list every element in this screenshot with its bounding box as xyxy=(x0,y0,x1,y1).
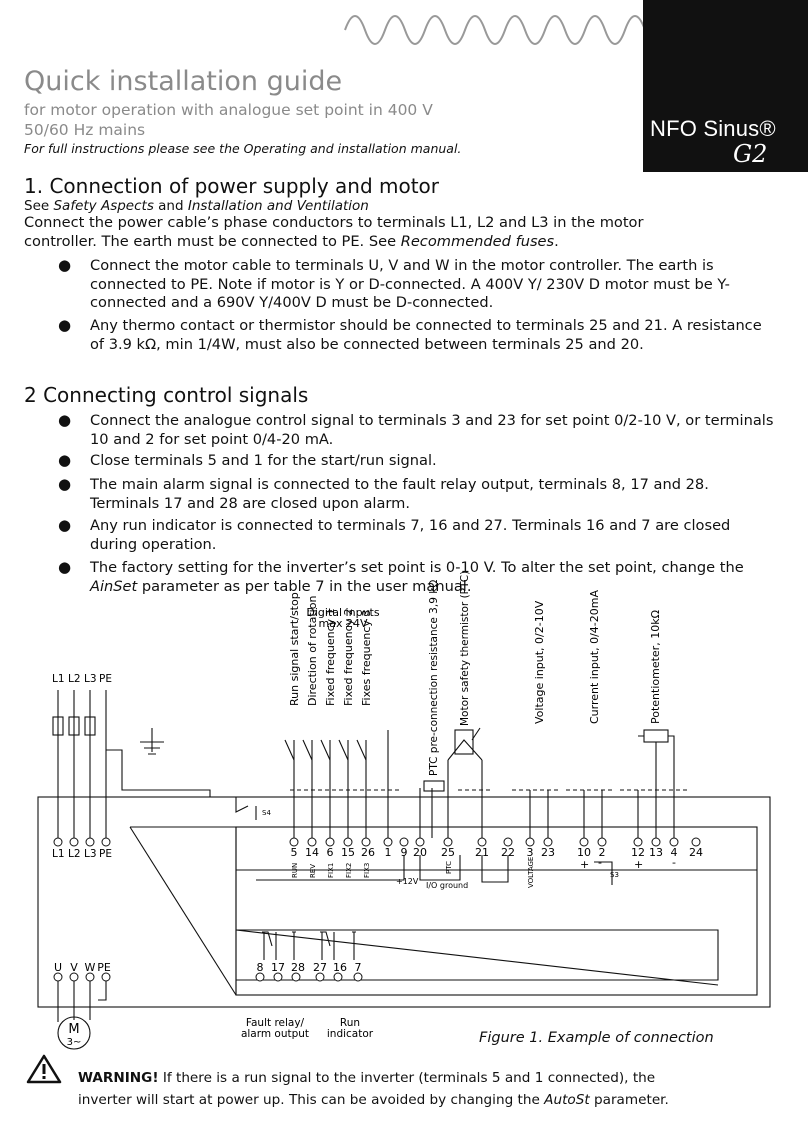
terminal-21: 21 xyxy=(475,846,489,859)
label-fixed-freq-2: Fixed frequency 2 xyxy=(342,608,355,706)
section1-bullet-2: Any thermo contact or thermistor should be connected to terminals 25 and 21. A resistance of 3.9 kΩ, min 1/4W, must also be connected between terminals 25 and 20. xyxy=(90,317,762,353)
terminal-16: 16 xyxy=(333,961,347,974)
tag-run: RUN xyxy=(291,862,299,878)
supply-L3: L3 xyxy=(84,673,97,685)
tag-fix3: FIX3 xyxy=(363,862,371,878)
terminal-12: 12 xyxy=(631,846,645,859)
motor-symbol: M xyxy=(68,1022,80,1037)
fault-relay-label-1: Fault relay/ xyxy=(245,1017,305,1029)
terminal-8: 8 xyxy=(256,961,264,974)
section2-bullet-3: The main alarm signal is connected to the fault relay output, terminals 8, 17 and 28. Terminals 17 and 28 are closed upon alarm. xyxy=(90,476,709,512)
terminal-28: 28 xyxy=(291,961,305,974)
terminal-13: 13 xyxy=(649,846,663,859)
run-indicator-label-2: indicator xyxy=(326,1028,374,1040)
section1-heading: 1. Connection of power supply and motor xyxy=(24,174,440,198)
terminal-26: 26 xyxy=(361,846,375,859)
tag-voltage: VOLTAGE xyxy=(527,856,535,888)
figure-caption: Figure 1. Example of connection xyxy=(479,1030,714,1046)
terminal-L2: L2 xyxy=(68,848,81,860)
terminal-PE: PE xyxy=(99,848,112,860)
label-motor-thermistor: Motor safety thermistor (PTC) xyxy=(459,570,471,726)
terminal-9: 9 xyxy=(400,846,408,859)
terminal-24: 24 xyxy=(689,846,703,859)
terminal-U: U xyxy=(53,961,63,974)
section1-para-line1: Connect the power cable’s phase conductors to terminals L1, L2 and L3 in the motor xyxy=(24,214,644,231)
terminal-15: 15 xyxy=(341,846,355,859)
bullet-dot: ● xyxy=(58,558,72,576)
terminal-10: 10 xyxy=(577,846,591,859)
bullet-dot: ● xyxy=(58,316,72,334)
page-title: Quick installation guide xyxy=(24,66,343,97)
supply-L2: L2 xyxy=(68,673,81,685)
warning-line-1: WARNING! If there is a run signal to the inverter (terminals 5 and 1 connected), the xyxy=(78,1070,656,1086)
run-indicator-label-1: Run xyxy=(339,1017,361,1029)
bullet-dot: ● xyxy=(58,516,72,534)
supply-L1: L1 xyxy=(52,673,65,685)
section2-bullet-4: Any run indicator is connected to terminals 7, 16 and 27. Terminals 16 and 7 are closed during operation. xyxy=(90,517,731,553)
plus-sign: + xyxy=(634,858,644,871)
terminal-20: 20 xyxy=(413,846,427,859)
fault-relay-label-2: alarm output xyxy=(240,1028,310,1040)
terminal-motor-PE: PE xyxy=(97,961,111,974)
minus-sign: - xyxy=(672,856,676,869)
terminal-7: 7 xyxy=(354,961,362,974)
brand-model: G2 xyxy=(733,140,768,168)
tag-fix1: FIX1 xyxy=(327,862,335,878)
terminal-2: 2 xyxy=(598,846,606,859)
section2-bullet-1: Connect the analogue control signal to terminals 3 and 23 for set point 0/2-10 V, or terminals 10 and 2 for set point 0/4-20 mA. xyxy=(90,412,774,448)
section2-heading: 2 Connecting control signals xyxy=(24,383,309,407)
digital-inputs-label-1: Digital inputs xyxy=(306,606,380,619)
minus-sign: - xyxy=(598,856,602,869)
warning-icon xyxy=(26,1054,62,1084)
section1-para-line2: controller. The earth must be connected to PE. See Recommended fuses. xyxy=(24,233,559,250)
terminal-27: 27 xyxy=(313,961,327,974)
brand-name: NFO Sinus® xyxy=(650,116,776,141)
terminal-L1: L1 xyxy=(52,848,65,860)
brand-logo-box xyxy=(643,0,808,172)
warning-line-2: inverter will start at power up. This can be avoided by changing the AutoSt parameter. xyxy=(78,1092,669,1108)
supply-12v: +12V xyxy=(396,877,419,886)
switch-s4: S4 xyxy=(262,809,271,817)
section2-bullet-2: Close terminals 5 and 1 for the start/run signal. xyxy=(90,452,437,469)
terminal-4: 4 xyxy=(670,846,678,859)
switch-s3: S3 xyxy=(610,871,619,879)
bullet-dot: ● xyxy=(58,451,72,469)
page-subtitle-1: for motor operation with analogue set point in 400 V xyxy=(24,101,433,119)
section1-see-refs: See Safety Aspects and Installation and Ventilation xyxy=(24,198,369,214)
plus-sign: + xyxy=(580,858,590,871)
terminal-22: 22 xyxy=(501,846,515,859)
supply-PE: PE xyxy=(99,673,112,685)
terminal-14: 14 xyxy=(305,846,319,859)
label-potentiometer: Potentiometer, 10kΩ xyxy=(649,610,662,724)
bullet-dot: ● xyxy=(58,256,72,274)
tag-fix2: FIX2 xyxy=(345,862,353,878)
tag-ptc: PTC xyxy=(445,861,453,874)
label-fixed-freq-3: Fixes frequency 3 xyxy=(360,609,373,706)
sine-wave-graphic xyxy=(345,2,645,62)
tag-rev: REV xyxy=(309,863,317,878)
bullet-dot: ● xyxy=(58,411,72,429)
terminal-3: 3 xyxy=(526,846,534,859)
label-ptc-resistance: PTC pre-connection resistance 3,9 kΩ xyxy=(428,579,440,776)
terminal-W: W xyxy=(84,961,96,974)
terminal-5: 5 xyxy=(290,846,298,859)
terminal-6: 6 xyxy=(326,846,334,859)
bullet-dot: ● xyxy=(58,475,72,493)
label-voltage-input: Voltage input, 0/2-10V xyxy=(533,600,546,724)
label-direction: Direction of rotation xyxy=(306,595,319,706)
terminal-25: 25 xyxy=(441,846,455,859)
motor-phase: 3~ xyxy=(66,1037,82,1048)
terminal-17: 17 xyxy=(271,961,285,974)
terminal-23: 23 xyxy=(541,846,555,859)
label-run-signal: Run signal start/stop xyxy=(288,592,301,706)
terminal-V: V xyxy=(70,961,78,974)
section1-bullet-1: Connect the motor cable to terminals U, V and W in the motor controller. The earth is connected to PE. Note if motor is Y or D-connected. A 400V Y/ 230V D motor must be Y-connected and a 690V Y/400V D must be D-connected. xyxy=(90,257,730,311)
manual-note: For full instructions please see the Operating and installation manual. xyxy=(24,141,462,156)
label-current-input: Current input, 0/4-20mA xyxy=(588,589,601,724)
digital-inputs-label-2: max 24V xyxy=(318,617,368,630)
io-ground: I/O ground xyxy=(426,881,469,890)
terminal-1: 1 xyxy=(384,846,392,859)
terminal-L3: L3 xyxy=(84,848,97,860)
label-fixed-freq-1: Fixed frequency 1 xyxy=(324,608,337,706)
section2-bullet-5: The factory setting for the inverter’s set point is 0-10 V. To alter the set point, change the AinSet parameter as per table 7 in the user manual. xyxy=(90,559,744,595)
page-subtitle-2: 50/60 Hz mains xyxy=(24,121,146,139)
